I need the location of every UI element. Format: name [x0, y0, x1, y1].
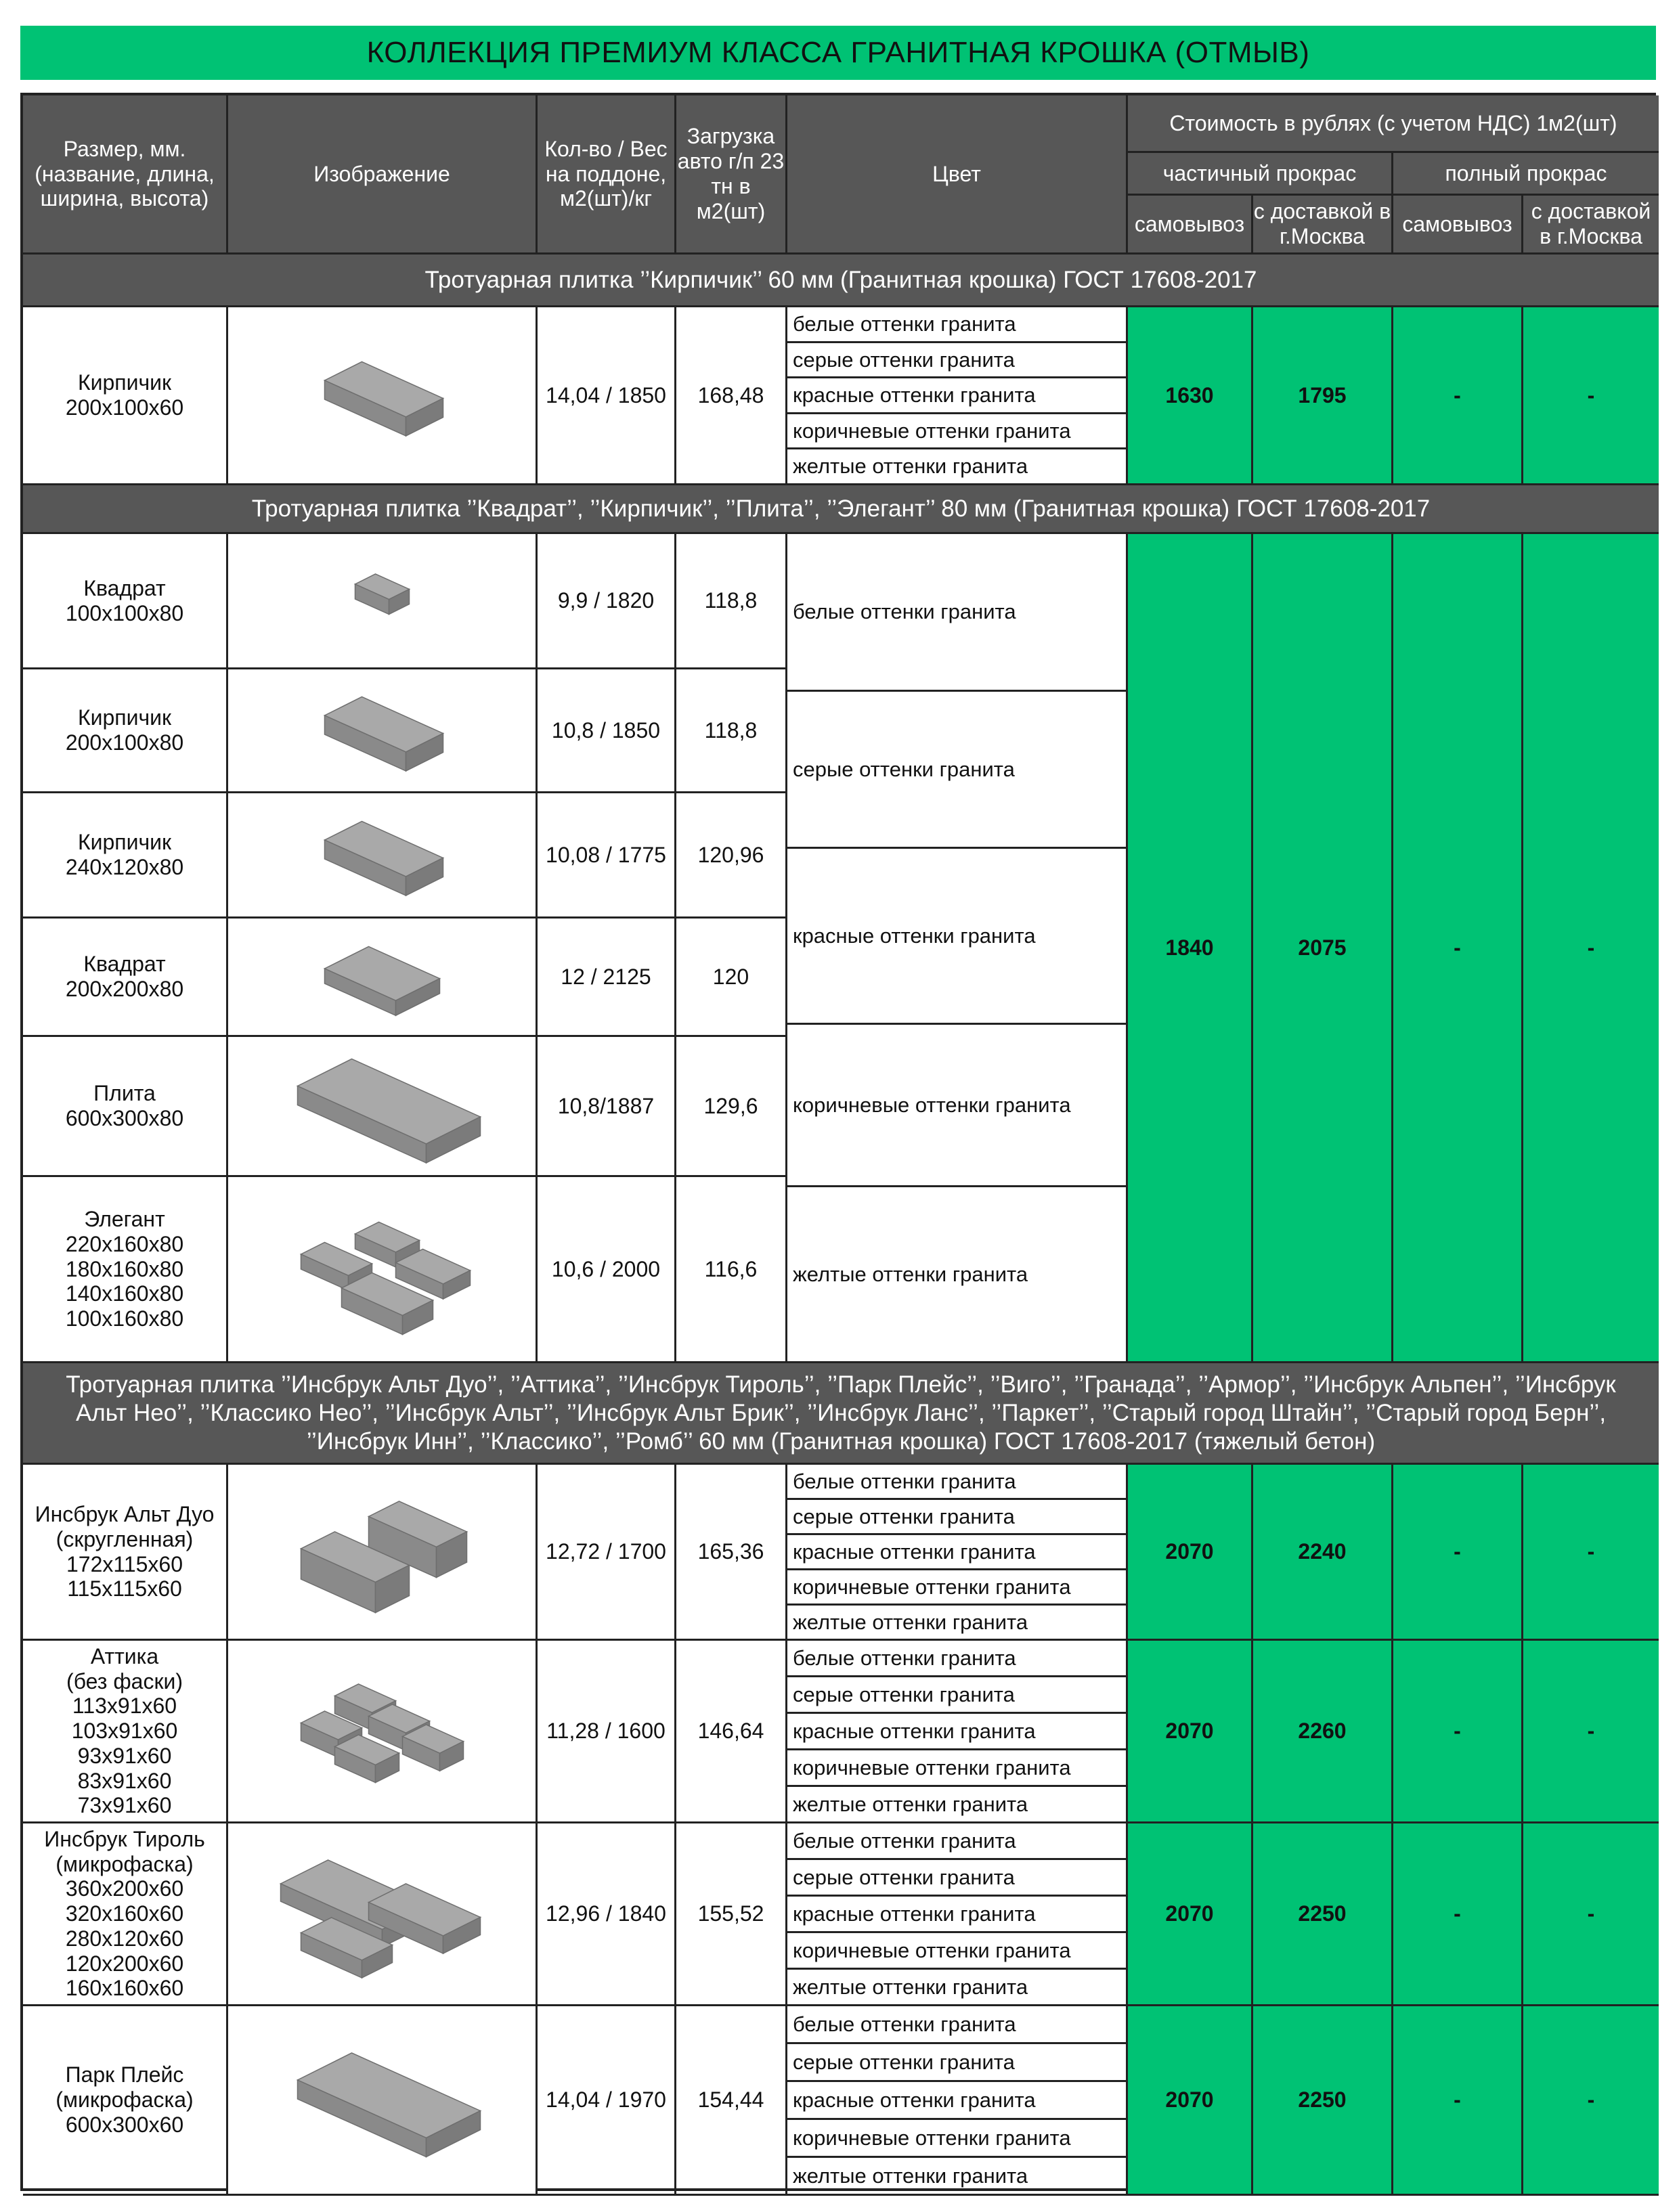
- product-image: [228, 2006, 538, 2196]
- s3-1-color-1: серые оттенки гранита: [787, 1677, 1128, 1714]
- load-cell: 154,44: [676, 2006, 787, 2196]
- price-full-delivery: -: [1523, 1823, 1659, 2006]
- product-name: Кирпичик: [77, 370, 172, 395]
- s2-color-0: белые оттенки гранита: [787, 534, 1128, 692]
- product-dimension: 200x100x60: [65, 395, 184, 420]
- load-cell: 120,96: [676, 793, 787, 919]
- product-dimension: 100x100x80: [65, 600, 184, 625]
- product-cell: [23, 919, 228, 1037]
- load-cell: 118,8: [676, 669, 787, 793]
- qty-cell: 9,9 / 1820: [538, 534, 676, 669]
- load-cell: 120: [676, 919, 787, 1037]
- product-cell: [23, 1641, 228, 1823]
- product-dimension: 120x200x60: [65, 1951, 184, 1976]
- product-dimension: 600x300x80: [65, 1106, 184, 1130]
- product-name: Квадрат: [83, 952, 166, 977]
- elegant-tile-icon: [234, 1183, 530, 1356]
- s3-1-color-4: желтые оттенки гранита: [787, 1787, 1128, 1823]
- product-name: Квадрат: [83, 575, 166, 600]
- section-title: Тротуарная плитка ’’Кирпичик’’ 60 мм (Гранитная крошка) ГОСТ 17608-2017: [23, 255, 1659, 307]
- s3-2-color-4: желтые оттенки гранита: [787, 1970, 1128, 2006]
- s3-0-color-3: коричневые оттенки гранита: [787, 1570, 1128, 1606]
- product-dimension: 360x200x60: [65, 1876, 184, 1901]
- s3-2-color-1: серые оттенки гранита: [787, 1860, 1128, 1897]
- product-name: Элегант: [84, 1207, 165, 1231]
- product-dimension: 180x160x80: [65, 1256, 184, 1281]
- product-dimension: 103x91x60: [71, 1719, 178, 1744]
- header-partial: частичный прокрас: [1128, 153, 1393, 196]
- product-dimension: 140x160x80: [65, 1281, 184, 1306]
- header-full: полный прокрас: [1393, 153, 1659, 196]
- s2-color-2: красные оттенки гранита: [787, 849, 1128, 1025]
- s3-0-color-2: красные оттенки гранита: [787, 1535, 1128, 1570]
- product-image: [228, 1465, 538, 1641]
- product-name: Парк Плейс: [65, 2062, 184, 2087]
- s1-color-0: белые оттенки гранита: [787, 307, 1128, 343]
- header-full-delivery: с доставкой в г.Москва: [1523, 196, 1659, 255]
- load-cell: 129,6: [676, 1037, 787, 1177]
- product-dimension: 93x91x60: [77, 1743, 172, 1768]
- price-partial-delivery: 2075: [1253, 534, 1393, 1363]
- product-dimension: 113x91x60: [72, 1694, 177, 1719]
- product-dimension: 280x120x60: [65, 1926, 184, 1951]
- section-title: Тротуарная плитка ’’Квадрат’’, ’’Кирпичик’’, ’’Плита’’, ’’Элегант’’ 80 мм (Гранитная крошка) ГОСТ 17608-2017: [23, 485, 1659, 534]
- product-image: [228, 307, 538, 485]
- s1-color-2: красные оттенки гранита: [787, 378, 1128, 414]
- price-full-pickup: -: [1393, 307, 1523, 485]
- header-full-pickup: самовывоз: [1393, 196, 1523, 255]
- price-partial-pickup: 2070: [1128, 2006, 1253, 2196]
- load-cell: 165,36: [676, 1465, 787, 1641]
- product-dimension: 200x200x80: [65, 977, 184, 1001]
- product-cell: [23, 2006, 228, 2196]
- header-load: Загрузка авто г/п 23 тн в м2(шт): [676, 95, 787, 255]
- qty-cell: 12,96 / 1840: [538, 1823, 676, 2006]
- load-cell: 155,52: [676, 1823, 787, 2006]
- product-image: [228, 919, 538, 1037]
- product-cell: [23, 534, 228, 669]
- s3-3-color-1: серые оттенки гранита: [787, 2044, 1128, 2082]
- attika-tile-icon: [234, 1647, 530, 1816]
- s1-color-4: желтые оттенки гранита: [787, 449, 1128, 485]
- s3-1-color-3: коричневые оттенки гранита: [787, 1750, 1128, 1787]
- product-dimension: (микрофаска): [56, 1851, 194, 1876]
- product-name: Кирпичик: [77, 830, 172, 855]
- product-cell: [23, 1037, 228, 1177]
- header-partial-delivery: с доставкой в г.Москва: [1253, 196, 1393, 255]
- price-partial-pickup: 2070: [1128, 1465, 1253, 1641]
- product-dimension: 600x300x60: [65, 2112, 184, 2137]
- load-cell: 146,64: [676, 1641, 787, 1823]
- price-full-pickup: -: [1393, 1465, 1523, 1641]
- product-image: [228, 534, 538, 669]
- product-dimension: 320x160x60: [65, 1901, 184, 1926]
- square-tile-icon: [234, 925, 530, 1030]
- slab-tile-icon: [234, 2012, 530, 2188]
- price-full-pickup: -: [1393, 1823, 1523, 2006]
- product-dimension: 220x160x80: [65, 1231, 184, 1256]
- s3-1-color-2: красные оттенки гранита: [787, 1714, 1128, 1750]
- price-full-delivery: -: [1523, 307, 1659, 485]
- product-dimension: (скругленная): [56, 1526, 194, 1551]
- price-partial-pickup: 2070: [1128, 1641, 1253, 1823]
- load-cell: 118,8: [676, 534, 787, 669]
- page-title: КОЛЛЕКЦИЯ ПРЕМИУМ КЛАССА ГРАНИТНАЯ КРОШКА (ОТМЫВ): [20, 26, 1656, 80]
- price-table: [20, 93, 1656, 2191]
- header-image: Изображение: [228, 95, 538, 255]
- qty-cell: 11,28 / 1600: [538, 1641, 676, 1823]
- s2-color-4: желтые оттенки гранита: [787, 1187, 1128, 1363]
- price-full-pickup: -: [1393, 1641, 1523, 1823]
- header-color: Цвет: [787, 95, 1128, 255]
- product-cell: [23, 1823, 228, 2006]
- s3-3-color-4: желтые оттенки гранита: [787, 2158, 1128, 2196]
- product-dimension: 200x100x80: [65, 730, 184, 755]
- s3-3-color-3: коричневые оттенки гранита: [787, 2120, 1128, 2158]
- qty-cell: 10,6 / 2000: [538, 1177, 676, 1363]
- product-name: Инсбрук Тироль: [44, 1826, 205, 1851]
- brick-tile-icon: [234, 676, 530, 786]
- load-cell: 168,48: [676, 307, 787, 485]
- s3-2-color-3: коричневые оттенки гранита: [787, 1933, 1128, 1970]
- price-full-pickup: -: [1393, 534, 1523, 1363]
- price-partial-pickup: 1840: [1128, 534, 1253, 1363]
- price-full-delivery: -: [1523, 1641, 1659, 1823]
- product-cell: [23, 1465, 228, 1641]
- price-partial-delivery: 2240: [1253, 1465, 1393, 1641]
- product-dimension: 240x120x80: [65, 855, 184, 879]
- tirol-tile-icon: [234, 1830, 530, 1999]
- header-size: Размер, мм. (название, длина, ширина, высота): [23, 95, 228, 255]
- section-title: Тротуарная плитка ’’Инсбрук Альт Дуо’’, ’’Аттика’’, ’’Инсбрук Тироль’’, ’’Парк Плейс’’, ’’Виго’’, ’’Гранада’’, ’’Армор’’, ’’Инсбрук Альпен’’, ’’Инсбрук Альт Нео’’, ’’Классико Нео’’, ’’Инсбрук Альт’’, ’’Инсбрук Альт Брик’’, ’’Инсбрук Ланс’’, ’’Паркет’’, ’’Старый город Штайн’’, ’’Старый город Берн’’, ’’Инсбрук Инн’’, ’’Классико’’, ’’Ромб’’ 60 мм (Гранитная крошка) ГОСТ 17608-2017 (тяжелый бетон): [23, 1363, 1659, 1465]
- product-image: [228, 1823, 538, 2006]
- price-partial-delivery: 2260: [1253, 1641, 1393, 1823]
- load-cell: 116,6: [676, 1177, 787, 1363]
- s3-2-color-2: красные оттенки гранита: [787, 1897, 1128, 1933]
- product-cell: [23, 1177, 228, 1363]
- price-full-pickup: -: [1393, 2006, 1523, 2196]
- slab-tile-icon: [234, 1043, 530, 1170]
- product-name: Плита: [93, 1081, 156, 1106]
- product-name: Кирпичик: [77, 705, 172, 730]
- qty-cell: 10,8 / 1850: [538, 669, 676, 793]
- product-image: [228, 1641, 538, 1823]
- s3-1-color-0: белые оттенки гранита: [787, 1641, 1128, 1677]
- s1-color-1: серые оттенки гранита: [787, 343, 1128, 378]
- product-image: [228, 793, 538, 919]
- header-cost: Стоимость в рублях (с учетом НДС) 1м2(шт): [1128, 95, 1659, 153]
- product-image: [228, 1177, 538, 1363]
- price-partial-delivery: 2250: [1253, 2006, 1393, 2196]
- brick-tile-icon: [234, 799, 530, 911]
- qty-cell: 12,72 / 1700: [538, 1465, 676, 1641]
- qty-cell: 14,04 / 1850: [538, 307, 676, 485]
- price-full-delivery: -: [1523, 2006, 1659, 2196]
- price-partial-delivery: 1795: [1253, 307, 1393, 485]
- s3-3-color-0: белые оттенки гранита: [787, 2006, 1128, 2044]
- product-dimension: 115x115x60: [67, 1576, 182, 1601]
- s2-color-3: коричневые оттенки гранита: [787, 1025, 1128, 1187]
- qty-cell: 14,04 / 1970: [538, 2006, 676, 2196]
- header-qty: Кол-во / Вес на поддоне, м2(шт)/кг: [538, 95, 676, 255]
- product-cell: [23, 793, 228, 919]
- product-image: [228, 1037, 538, 1177]
- product-cell: [23, 307, 228, 485]
- qty-cell: 10,8/1887: [538, 1037, 676, 1177]
- product-cell: [23, 669, 228, 793]
- product-dimension: 83x91x60: [77, 1768, 172, 1793]
- product-dimension: (без фаски): [66, 1668, 183, 1694]
- s2-color-1: серые оттенки гранита: [787, 692, 1128, 849]
- price-full-delivery: -: [1523, 534, 1659, 1363]
- duo-tile-icon: [234, 1471, 530, 1633]
- product-dimension: 160x160x60: [65, 1976, 184, 2001]
- qty-cell: 12 / 2125: [538, 919, 676, 1037]
- product-dimension: 73x91x60: [77, 1793, 172, 1818]
- product-name: Аттика: [90, 1643, 159, 1668]
- s3-0-color-4: желтые оттенки гранита: [787, 1606, 1128, 1641]
- small-square-tile-icon: [234, 540, 530, 662]
- brick-tile-icon: [234, 313, 530, 478]
- product-dimension: (микрофаска): [56, 2087, 194, 2113]
- s3-3-color-2: красные оттенки гранита: [787, 2082, 1128, 2120]
- s3-0-color-0: белые оттенки гранита: [787, 1465, 1128, 1500]
- product-name: Инсбрук Альт Дуо: [35, 1501, 215, 1526]
- product-dimension: 172x115x60: [66, 1551, 183, 1576]
- product-dimension: 100x160x80: [65, 1306, 184, 1331]
- product-image: [228, 669, 538, 793]
- qty-cell: 10,08 / 1775: [538, 793, 676, 919]
- price-partial-pickup: 1630: [1128, 307, 1253, 485]
- s1-color-3: коричневые оттенки гранита: [787, 414, 1128, 449]
- header-partial-pickup: самовывоз: [1128, 196, 1253, 255]
- price-partial-delivery: 2250: [1253, 1823, 1393, 2006]
- price-partial-pickup: 2070: [1128, 1823, 1253, 2006]
- s3-2-color-0: белые оттенки гранита: [787, 1823, 1128, 1860]
- s3-0-color-1: серые оттенки гранита: [787, 1500, 1128, 1535]
- price-full-delivery: -: [1523, 1465, 1659, 1641]
